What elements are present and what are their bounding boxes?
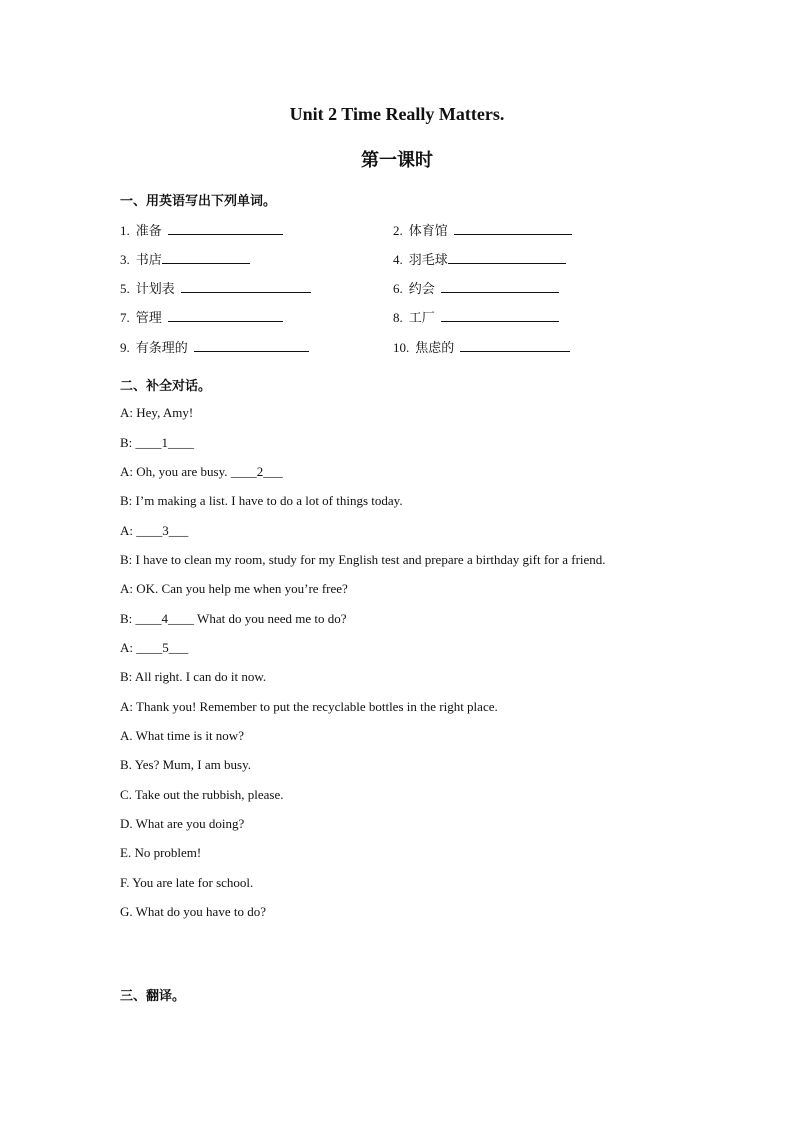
dialogue-line-10: B: All right. I can do it now. bbox=[120, 669, 267, 684]
answer-blank[interactable] bbox=[168, 222, 283, 235]
section2-heading: 二、补全对话。 bbox=[120, 379, 212, 394]
vocab-number: 3. bbox=[120, 252, 130, 267]
vocab-number: 4. bbox=[393, 252, 403, 267]
option-b: B. Yes? Mum, I am busy. bbox=[120, 757, 251, 772]
vocab-item-6 bbox=[393, 278, 559, 297]
vocab-number: 2. bbox=[393, 223, 403, 238]
vocab-item-7 bbox=[120, 307, 283, 326]
dialogue-line-7: A: OK. Can you help me when you’re free? bbox=[120, 581, 348, 596]
vocab-item-1 bbox=[120, 220, 283, 239]
answer-blank[interactable] bbox=[168, 309, 283, 322]
dialogue-line-11: A: Thank you! Remember to put the recyclable bottles in the right place. bbox=[120, 699, 498, 714]
vocab-word: 工厂 bbox=[408, 311, 435, 326]
vocab-word: 体育馆 bbox=[408, 224, 448, 239]
vocab-word: 准备 bbox=[135, 224, 162, 239]
vocab-word: 管理 bbox=[135, 311, 162, 326]
section3-heading: 三、翻译。 bbox=[120, 989, 186, 1004]
answer-blank[interactable] bbox=[194, 339, 309, 352]
dialogue-line-6: B: I have to clean my room, study for my English test and prepare a birthday gift for a friend. bbox=[120, 552, 606, 567]
vocab-item-10 bbox=[393, 337, 570, 356]
dialogue-line-9: A: ____5___ bbox=[120, 640, 189, 655]
vocab-number: 1. bbox=[120, 223, 130, 238]
vocab-item-5 bbox=[120, 278, 311, 297]
answer-blank[interactable] bbox=[454, 222, 572, 235]
vocab-number: 9. bbox=[120, 340, 130, 355]
vocab-word: 有条理的 bbox=[135, 341, 188, 356]
option-c: C. Take out the rubbish, please. bbox=[120, 787, 284, 802]
vocab-number: 8. bbox=[393, 310, 403, 325]
vocab-item-2 bbox=[393, 220, 572, 239]
option-g: G. What do you have to do? bbox=[120, 904, 266, 919]
answer-blank[interactable] bbox=[162, 251, 250, 264]
answer-blank[interactable] bbox=[448, 251, 566, 264]
vocab-number: 6. bbox=[393, 281, 403, 296]
vocab-word: 羽毛球 bbox=[408, 253, 448, 268]
dialogue-line-1: A: Hey, Amy! bbox=[120, 405, 194, 420]
answer-blank[interactable] bbox=[441, 309, 559, 322]
vocab-word: 焦虑的 bbox=[415, 341, 455, 356]
dialogue-line-5: A: ____3___ bbox=[120, 523, 189, 538]
option-a: A. What time is it now? bbox=[120, 728, 244, 743]
answer-blank[interactable] bbox=[441, 280, 559, 293]
dialogue-line-8: B: ____4____ What do you need me to do? bbox=[120, 611, 347, 626]
answer-blank[interactable] bbox=[181, 280, 311, 293]
vocab-item-9 bbox=[120, 337, 309, 356]
section1-heading: 一、用英语写出下列单词。 bbox=[120, 194, 277, 209]
option-d: D. What are you doing? bbox=[120, 816, 245, 831]
dialogue-line-2: B: ____1____ bbox=[120, 435, 195, 450]
vocab-number: 5. bbox=[120, 281, 130, 296]
answer-blank[interactable] bbox=[460, 339, 570, 352]
page-title: Unit 2 Time Really Matters. bbox=[289, 104, 505, 124]
vocab-item-4 bbox=[393, 249, 566, 268]
vocab-word: 约会 bbox=[408, 282, 435, 297]
vocab-item-8 bbox=[393, 307, 559, 326]
option-f: F. You are late for school. bbox=[120, 875, 254, 890]
vocab-item-3 bbox=[120, 249, 250, 268]
lesson-subtitle: 第一课时 bbox=[361, 150, 433, 171]
dialogue-line-3: A: Oh, you are busy. ____2___ bbox=[120, 464, 283, 479]
vocab-word: 计划表 bbox=[135, 282, 175, 297]
vocab-number: 7. bbox=[120, 310, 130, 325]
vocab-word: 书店 bbox=[135, 253, 162, 268]
vocab-number: 10. bbox=[393, 340, 410, 355]
option-e: E. No problem! bbox=[120, 845, 202, 860]
dialogue-line-4: B: I’m making a list. I have to do a lot of things today. bbox=[120, 493, 403, 508]
